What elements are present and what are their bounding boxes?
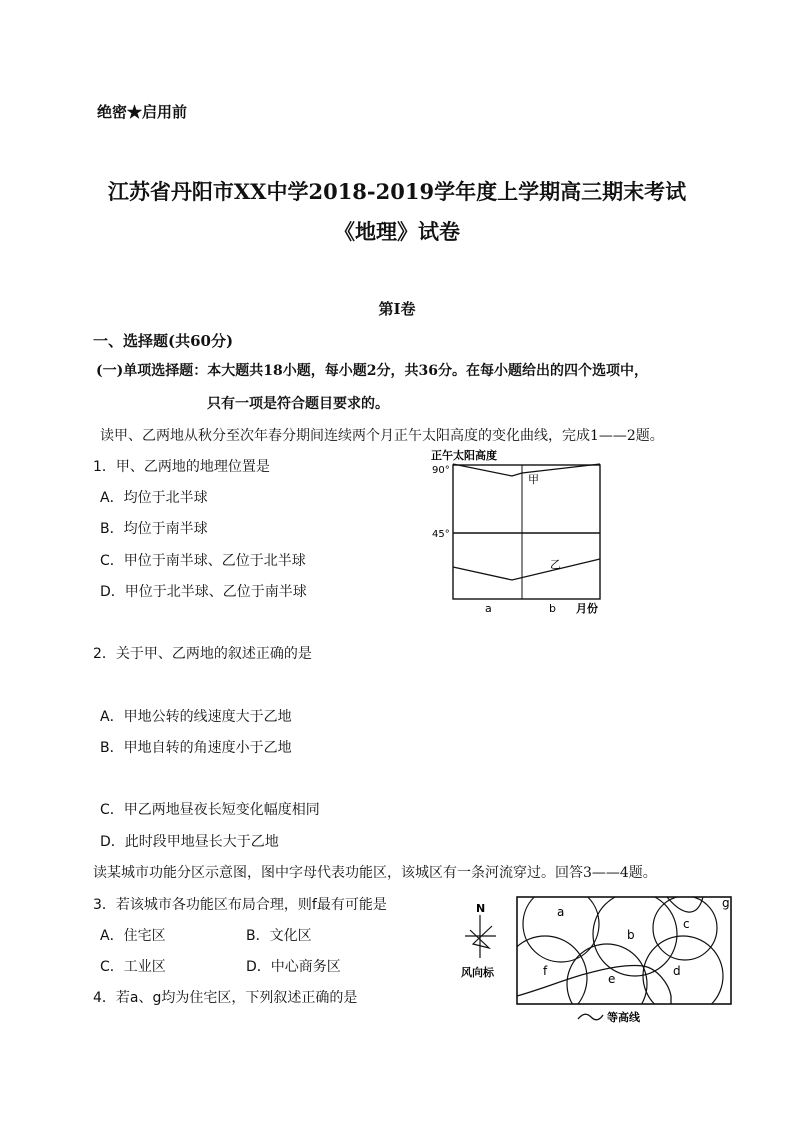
- zone-d: d: [673, 964, 681, 978]
- zone-g: g: [722, 896, 730, 910]
- group1-intro: 读甲、乙两地从秋分至次年春分期间连续两个月正午太阳高度的变化曲线，完成1——2题。: [100, 428, 664, 444]
- contour-legend-icon: [578, 1014, 603, 1020]
- curve-yi-label: 乙: [550, 558, 561, 571]
- y-tick-90: 90°: [432, 465, 450, 476]
- city-zoning-figure: [445, 892, 745, 1027]
- q2-option-a: A．甲地公转的线速度大于乙地: [100, 709, 292, 725]
- q2-option-d: D．此时段甲地昼长大于乙地: [100, 834, 279, 850]
- q3-option-a: A．住宅区: [100, 928, 166, 944]
- q1-option-b: B．均位于南半球: [100, 521, 208, 537]
- x-axis-label: 月份: [576, 602, 598, 615]
- zone-c: c: [683, 917, 690, 931]
- q3-option-d: D．中心商务区: [246, 959, 341, 975]
- exam-title: 江苏省丹阳市XX中学2018-2019学年度上学期高三期末考试: [107, 179, 687, 204]
- y-tick-45: 45°: [432, 529, 450, 540]
- curve-jia: [453, 464, 600, 476]
- q3-option-b: B．文化区: [246, 928, 312, 944]
- curve-yi: [453, 559, 600, 580]
- curve-jia-label: 甲: [528, 473, 539, 486]
- q2-option-c: C．甲乙两地昼夜长短变化幅度相同: [100, 802, 320, 818]
- q2-stem: 2．关于甲、乙两地的叙述正确的是: [93, 646, 312, 662]
- map-frame: [517, 897, 731, 1004]
- secret-label: 绝密★启用前: [97, 103, 188, 121]
- instructions-line1: (一)单项选择题：本大题共18小题，每小题2分，共36分。在每小题给出的四个选项中，: [96, 363, 648, 379]
- q4-stem: 4．若a、g均为住宅区，下列叙述正确的是: [93, 990, 358, 1006]
- zone-f: f: [543, 964, 548, 978]
- q2-option-b: B．甲地自转的角速度小于乙地: [100, 740, 292, 756]
- volume-label: 第Ⅰ卷: [378, 300, 416, 318]
- plot-frame: [453, 465, 600, 599]
- river: [517, 965, 671, 1004]
- exam-subtitle: 《地理》试卷: [334, 219, 460, 244]
- x-label-b: b: [549, 602, 556, 615]
- group2-intro: 读某城市功能分区示意图，图中字母代表功能区，该城区有一条河流穿过。回答3——4题。: [93, 865, 657, 881]
- section-heading: 一、选择题(共60分): [93, 332, 234, 350]
- zone-b: b: [627, 928, 635, 942]
- zone-a: a: [557, 905, 565, 919]
- q1-option-d: D．甲位于北半球、乙位于南半球: [100, 584, 307, 600]
- sun-altitude-figure: [425, 446, 610, 618]
- q1-option-a: A．均位于北半球: [100, 490, 208, 506]
- north-label: N: [476, 902, 486, 915]
- q1-option-c: C．甲位于南半球、乙位于北半球: [100, 553, 306, 569]
- q3-stem: 3．若该城市各功能区布局合理，则f最有可能是: [93, 897, 387, 913]
- instructions-line2: 只有一项是符合题目要求的。: [207, 396, 389, 412]
- q3-option-c: C．工业区: [100, 959, 166, 975]
- zone-e: e: [608, 972, 616, 986]
- wind-vane-label: 风向标: [461, 966, 494, 979]
- x-label-a: a: [485, 602, 492, 615]
- contour-legend-label: 等高线: [607, 1011, 640, 1024]
- wind-vane-icon: [465, 915, 496, 958]
- q1-stem: 1．甲、乙两地的地理位置是: [93, 459, 270, 475]
- y-axis-label: 正午太阳高度: [431, 449, 497, 462]
